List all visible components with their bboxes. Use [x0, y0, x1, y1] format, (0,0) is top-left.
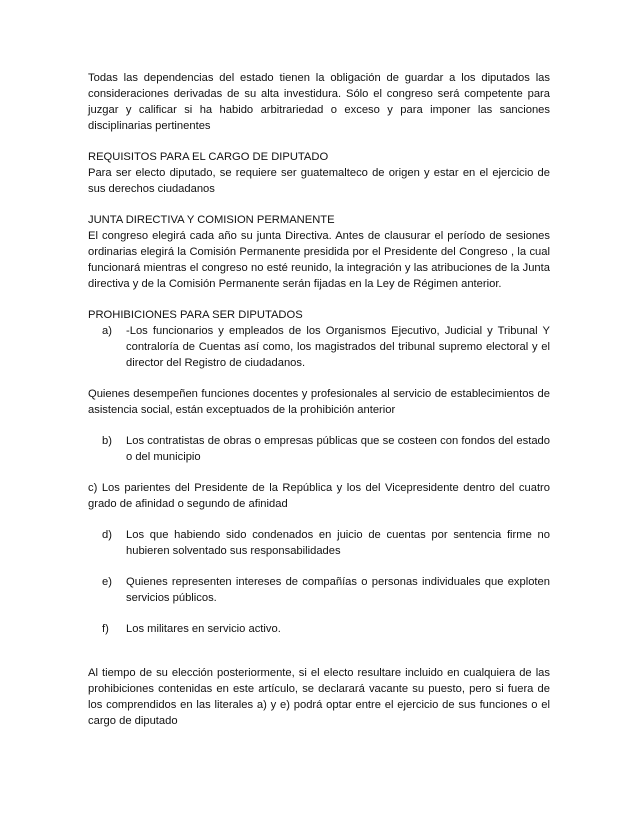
list-item-text: Los contratistas de obras o empresas públicas que se costeen con fondos del estado o del municipio [126, 435, 550, 463]
list-item-label: d) [102, 529, 112, 541]
document-body [88, 70, 550, 729]
list-item-label: a) [102, 325, 112, 337]
list-item-label: b) [102, 435, 112, 447]
list-item-e [88, 574, 550, 606]
junta-paragraph: El congreso elegirá cada año su junta Directiva. Antes de clausurar el período de sesiones ordinarias elegirá la Comisión Permanente presidida por el Presidente del Congreso , la cual funcionará mientras el congreso no esté reunido, la integración y las atribuciones de la Junta directiva y de la Comisión Permanente serán fijadas en la Ley de Régimen anterior. [88, 230, 550, 290]
list-item-d [88, 527, 550, 559]
list-item-b [88, 433, 550, 465]
list-item-f [88, 621, 550, 637]
list-item-text: Los militares en servicio activo. [126, 623, 281, 635]
requisitos-paragraph: Para ser electo diputado, se requiere ser guatemalteco de origen y estar en el ejercicio de sus derechos ciudadanos [88, 167, 550, 195]
list-item-a [88, 323, 550, 371]
quienes-paragraph: Quienes desempeñen funciones docentes y profesionales al servicio de establecimientos de asistencia social, están exceptuados de la prohibición anterior [88, 388, 550, 416]
list-item-text: Los que habiendo sido condenados en juicio de cuentas por sentencia firme no hubieren solventado sus responsabilidades [126, 529, 550, 557]
closing-paragraph: Al tiempo de su elección posteriormente, si el electo resultare incluido en cualquiera de las prohibiciones contenidas en este artículo, se declarará vacante su puesto, pero si fuera de los comprendidos en las literales a) y e) podrá optar entre el ejercicio de sus funciones o el cargo de diputado [88, 667, 550, 727]
list-item-text: Quienes representen intereses de compañías o personas individuales que exploten servicios públicos. [126, 576, 550, 604]
list-item-c: c) Los parientes del Presidente de la República y los del Vicepresidente dentro del cuatro grado de afinidad o segundo de afinidad [88, 482, 550, 510]
requisitos-heading: REQUISITOS PARA EL CARGO DE DIPUTADO [88, 151, 329, 163]
intro-paragraph: Todas las dependencias del estado tienen la obligación de guardar a los diputados las consideraciones derivadas de su alta investidura. Sólo el congreso será competente para juzgar y calificar si ha habido arbitrariedad o exceso y para imponer las sanciones disciplinarias pertinentes [88, 72, 550, 132]
list-item-text: -Los funcionarios y empleados de los Organismos Ejecutivo, Judicial y Tribunal Y contraloría de Cuentas así como, los magistrados del tribunal supremo electoral y el director del Registro de ciudadanos. [126, 325, 550, 369]
list-item-label: f) [102, 623, 109, 635]
prohibiciones-heading: PROHIBICIONES PARA SER DIPUTADOS [88, 309, 303, 321]
junta-heading: JUNTA DIRECTIVA Y COMISION PERMANENTE [88, 214, 335, 226]
list-item-label: e) [102, 576, 112, 588]
